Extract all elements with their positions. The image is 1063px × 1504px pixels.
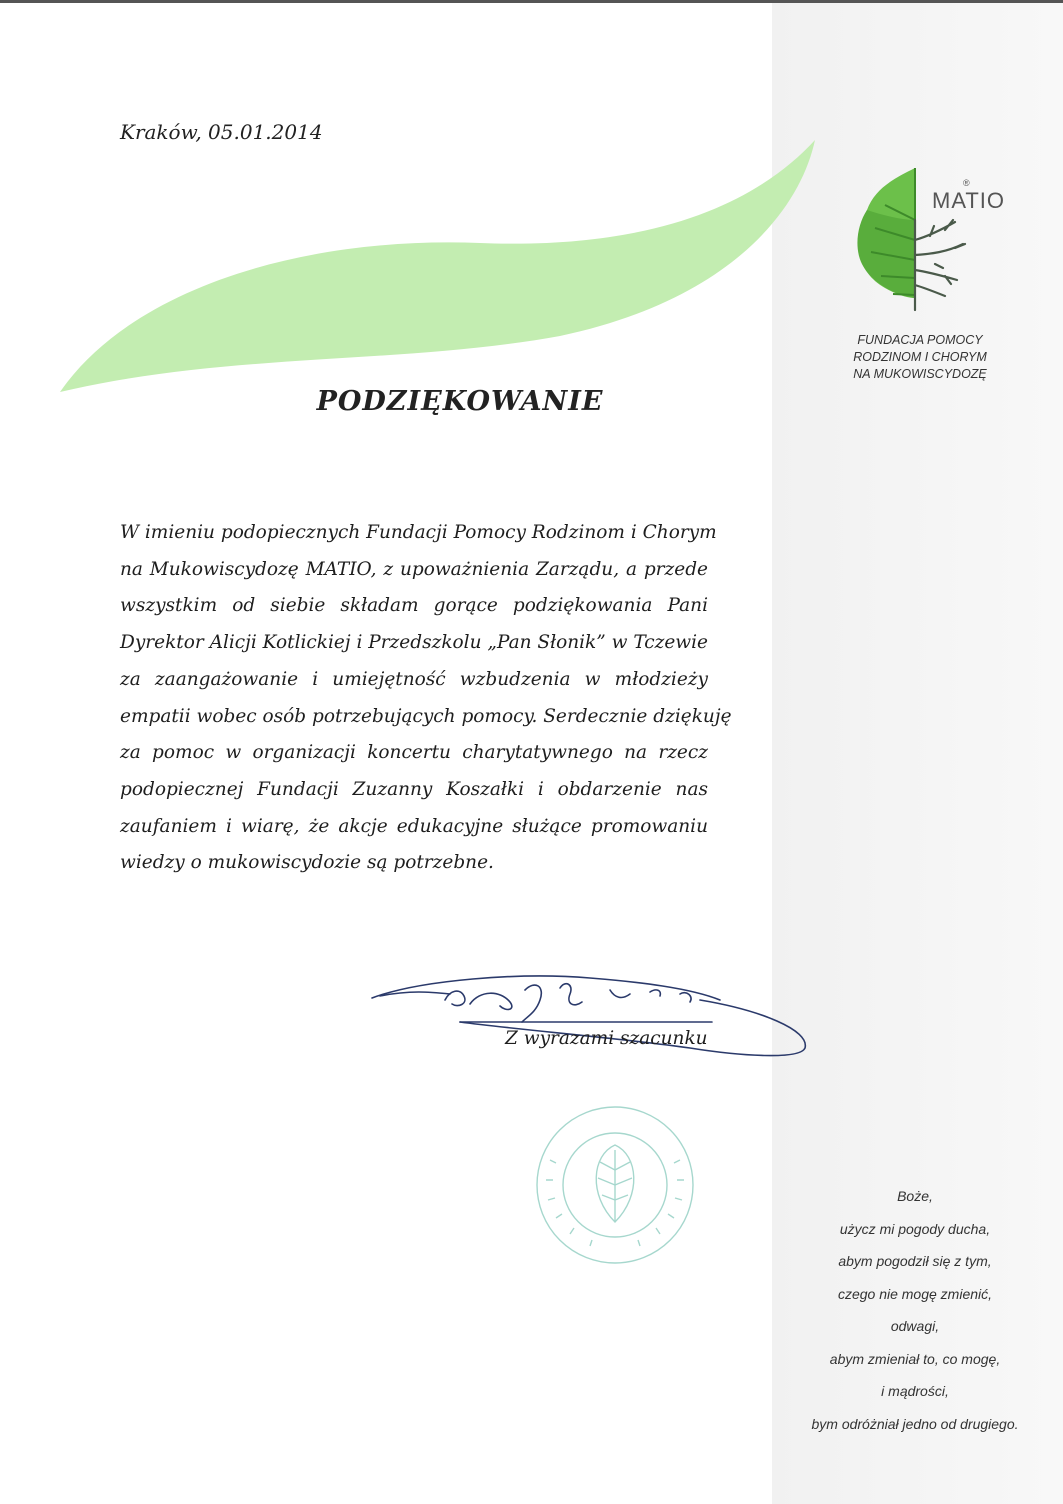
letter-title: PODZIĘKOWANIE bbox=[316, 386, 604, 417]
registered-mark: ® bbox=[963, 178, 970, 188]
letter-date: Kraków, 05.01.2014 bbox=[120, 120, 323, 144]
foundation-name-line: NA MUKOWISCYDOZĘ bbox=[853, 367, 987, 381]
handwritten-signature bbox=[360, 960, 820, 1070]
prayer-line: czego nie mogę zmienić, bbox=[837, 1285, 993, 1302]
logo-wordmark: MATIO bbox=[932, 188, 1006, 213]
closing-phrase: Z wyrazami szacunku bbox=[505, 1028, 708, 1049]
prayer-line: i mądrości, bbox=[881, 1383, 949, 1399]
foundation-stamp bbox=[530, 1100, 700, 1270]
prayer-line: Boże, bbox=[897, 1188, 933, 1204]
letter-body bbox=[120, 515, 732, 882]
foundation-name-line: FUNDACJA POMOCY bbox=[857, 333, 983, 347]
body-line: zaufaniem i wiarę, że akcje edukacyjne służące promowaniu bbox=[120, 815, 708, 837]
prayer-line: abym pogodził się z tym, bbox=[838, 1253, 992, 1269]
body-line: wszystkim od siebie składam gorące podziękowania Pani bbox=[120, 595, 708, 617]
foundation-name bbox=[830, 332, 1010, 383]
body-line: wiedzy o mukowiscydozie są potrzebne. bbox=[120, 852, 494, 874]
prayer-line: abym zmieniał to, co mogę, bbox=[829, 1350, 1001, 1367]
matio-leaf-logo bbox=[845, 160, 980, 320]
prayer-line: bym odróżniał jedno od drugiego. bbox=[811, 1415, 1019, 1432]
body-line: za zaangażowanie i umiejętność wzbudzenia w młodzieży bbox=[120, 668, 708, 690]
green-swoosh-decoration bbox=[0, 0, 830, 420]
body-line: W imieniu podopiecznych Fundacji Pomocy Rodzinom i Chorym bbox=[120, 522, 717, 543]
body-line: Dyrektor Alicji Kotlickiej i Przedszkolu „Pan Słonik” w Tczewie bbox=[120, 632, 708, 654]
body-line: na Mukowiscydozę MATIO, z upoważnienia Zarządu, a przede bbox=[120, 558, 708, 580]
serenity-prayer bbox=[780, 1180, 1050, 1440]
body-line: empatii wobec osób potrzebujących pomocy. Serdecznie dziękuję bbox=[120, 705, 732, 727]
body-line: za pomoc w organizacji koncertu charytatywnego na rzecz bbox=[120, 742, 708, 764]
body-line: podopiecznej Fundacji Zuzanny Koszałki i obdarzenie nas bbox=[120, 778, 708, 800]
prayer-line: użycz mi pogody ducha, bbox=[839, 1220, 991, 1237]
prayer-line: odwagi, bbox=[890, 1318, 940, 1334]
foundation-name-line: RODZINOM I CHORYM bbox=[853, 350, 987, 364]
